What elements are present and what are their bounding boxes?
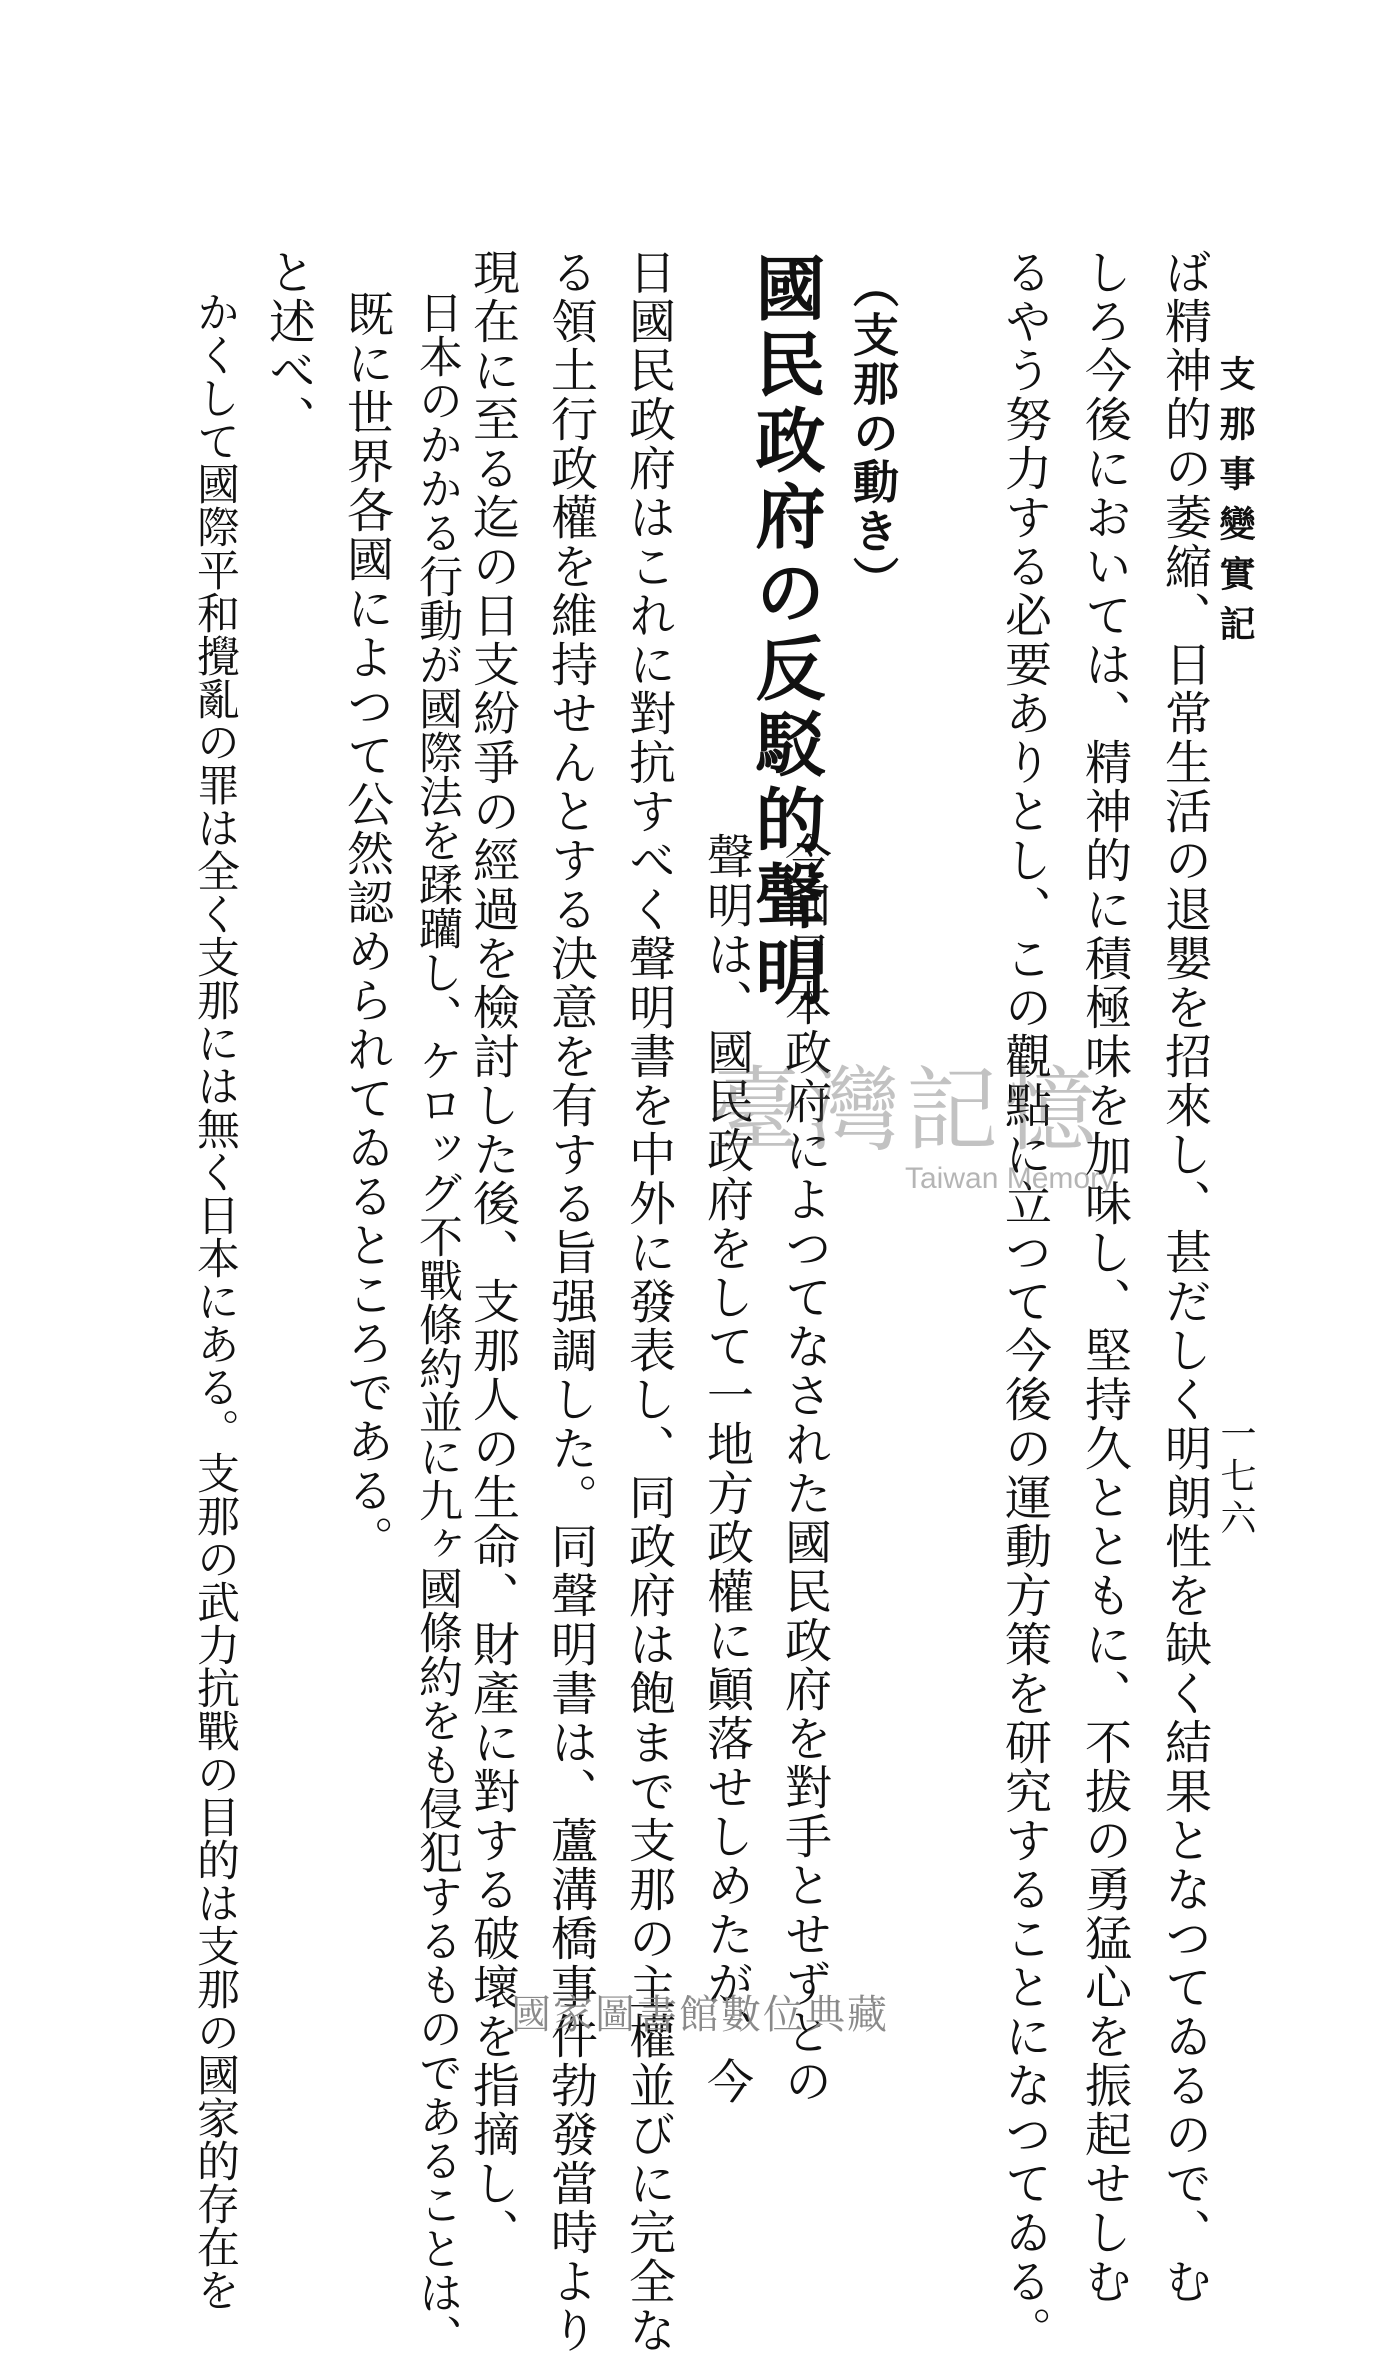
body-column: 既に世界各國によつて公然認められてゐるところである。 xyxy=(339,290,394,1564)
body-column: る領土行政權を維持せんとする決意を有する旨强調した。同聲明書は、蘆溝橋事件勃發當時より xyxy=(543,248,598,2355)
article-title: 國民政府の反駁的聲明 xyxy=(744,252,827,1012)
watermark-text: 臺灣記憶 xyxy=(710,1057,1103,1164)
body-column: 聲明は、國民政府をして一地方政權に顚落せしめたが、今 xyxy=(699,832,754,2106)
watermark-subtext: Taiwan Memory xyxy=(905,1162,1116,1195)
body-column: ば精神的の萎縮、日常生活の退嬰を招來し、甚だしく明朗性を缺く結果となつてゐるので、む xyxy=(1157,248,1212,2306)
body-column: るやう努力する必要ありとし、この觀點に立つて今後の運動方策を研究することになつてゐる。 xyxy=(997,248,1052,2355)
page-number: 一七六 xyxy=(1215,1415,1256,1541)
body-column: 日本のかかる行動が國際法を蹂躪し、ケロッグ不戰條約並に九ヶ國條約をも侵犯するものであることは、 xyxy=(411,290,462,2358)
body-column: しろ今後においては、精神的に積極味を加味し、堅持久とともに、不拔の勇猛心を振起せしむ xyxy=(1077,248,1132,2306)
section-label: （支那の動き） xyxy=(846,262,900,605)
body-column: かくして國際平和攪亂の罪は全く支那には無く日本にある。支那の武力抗戰の目的は支那の國家的存在を xyxy=(190,290,240,2311)
body-column: 日國民政府はこれに對抗すべく聲明書を中外に發表し、同政府は飽まで支那の主權並びに完全な xyxy=(621,248,676,2355)
body-column: 現在に至る迄の日支紛爭の經過を檢討した後、支那人の生命、財產に對する破壞を指摘し、 xyxy=(465,248,520,2257)
body-column: と述べ、 xyxy=(261,248,316,444)
running-header: 支那事變實記 xyxy=(1214,355,1256,655)
footer-credit: 國家圖書館數位典藏 xyxy=(511,1992,889,2038)
body-column: 今回日本政府によつてなされた國民政府を對手とせずとの xyxy=(777,832,832,2106)
